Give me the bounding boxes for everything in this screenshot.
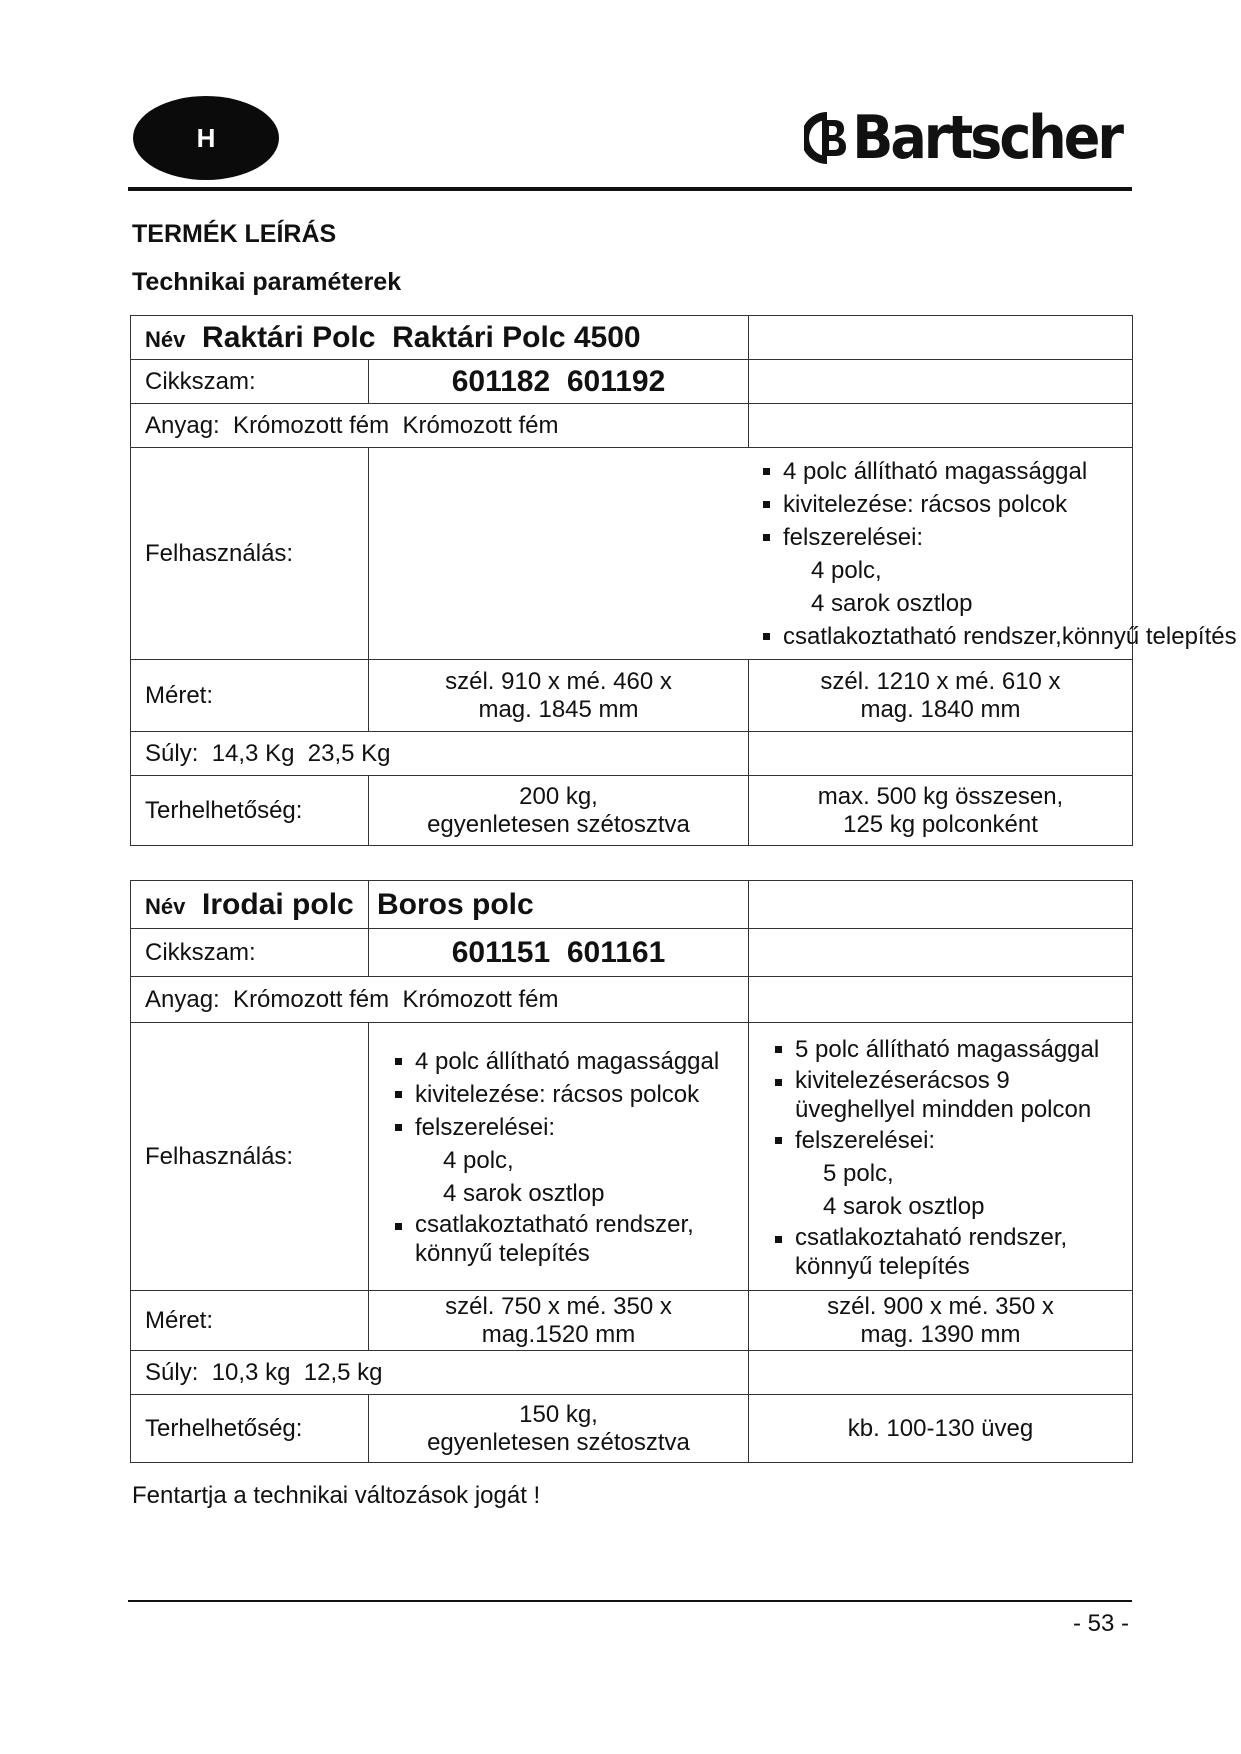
size-label: Méret: (131, 1291, 369, 1351)
list-subitem: 4 sarok osztlop (811, 589, 973, 617)
name-label: Név (145, 326, 186, 352)
material-text: Anyag: Krómozott fém Krómozott fém (145, 985, 559, 1013)
table-row (131, 776, 1133, 846)
list-item: felszerelései: (771, 1124, 1118, 1157)
empty-cell (749, 404, 1133, 448)
load-line: 125 kg polconként (843, 810, 1038, 838)
size-line: mag. 1845 mm (478, 695, 639, 723)
size-line: mag. 1840 mm (860, 695, 1021, 723)
list-item: 4 polc állítható magassággal (391, 1045, 734, 1078)
name-value: Boros polc (377, 887, 534, 921)
section-title: TERMÉK LEÍRÁS (132, 220, 337, 248)
size-value-b (749, 660, 1133, 732)
empty-cell (749, 977, 1133, 1023)
brand-mark-icon (804, 110, 850, 166)
usage-cell-a (369, 1023, 749, 1291)
list-item (391, 1210, 734, 1268)
size-line: mag.1520 mm (481, 1320, 636, 1348)
list-subitem: 4 sarok osztlop (443, 1180, 605, 1207)
empty-cell (749, 360, 1133, 404)
load-label: Terhelhetőség: (131, 1395, 369, 1463)
code-label: Cikkszam: (131, 360, 369, 404)
list-line: könnyű telepítés (415, 1240, 590, 1267)
list-item: 4 polc állítható magassággal (759, 455, 1118, 488)
empty-cell (749, 1351, 1133, 1395)
weight-text: Súly: 10,3 kg 12,5 kg (145, 1358, 383, 1386)
table-row (131, 1351, 1133, 1395)
name-value: Irodai polc (202, 887, 354, 921)
size-label: Méret: (131, 660, 369, 732)
weight-cell (131, 732, 749, 776)
list-line: kivitelezéserácsos 9 (795, 1066, 1010, 1094)
list-item (771, 1066, 1118, 1124)
language-badge (133, 96, 279, 180)
weight-text: Súly: 14,3 Kg 23,5 Kg (145, 739, 391, 767)
size-line: szél. 1210 x mé. 610 x (820, 667, 1061, 695)
load-line: egyenletesen szétosztva (427, 1428, 690, 1456)
table-row (131, 929, 1133, 977)
table-row (131, 977, 1133, 1023)
name-label: Név (145, 893, 186, 919)
footer-rule (128, 1600, 1132, 1602)
usage-cell (369, 448, 1237, 660)
code-value: 601182 601192 (369, 360, 749, 404)
table-row (131, 360, 1133, 404)
material-cell (131, 404, 749, 448)
subtitle: Technikai paraméterek (132, 268, 402, 296)
table-row (131, 1395, 1133, 1463)
material-text: Anyag: Krómozott fém Krómozott fém (145, 411, 559, 439)
code-value: 601151 601161 (369, 929, 749, 977)
load-value-b: kb. 100-130 üveg (749, 1395, 1133, 1463)
weight-cell (131, 1351, 749, 1395)
table-row (131, 448, 1133, 660)
usage-cell-b (749, 1023, 1133, 1291)
page-number: - 53 - (1072, 1610, 1129, 1637)
load-label: Terhelhetőség: (131, 776, 369, 846)
usage-list (759, 455, 1237, 653)
spec-table-1 (130, 315, 1237, 846)
code-label: Cikkszam: (131, 929, 369, 977)
table-row (131, 1291, 1133, 1351)
list-subitem: 4 polc, (811, 556, 882, 584)
load-line: 150 kg, (519, 1400, 598, 1428)
material-cell (131, 977, 749, 1023)
header-rule (128, 187, 1132, 191)
empty-cell (749, 316, 1133, 360)
size-line: mag. 1390 mm (860, 1320, 1021, 1348)
language-code: H (196, 122, 216, 153)
empty-cell (749, 732, 1133, 776)
load-line: 200 kg, (519, 782, 598, 810)
empty-cell (749, 929, 1133, 977)
table-row (131, 881, 1133, 929)
size-line: szél. 910 x mé. 460 x (445, 667, 672, 695)
list-subitem: 5 polc, (823, 1159, 894, 1187)
usage-list (771, 1033, 1118, 1281)
load-line: egyenletesen szétosztva (427, 810, 690, 838)
table-row (131, 316, 1133, 360)
usage-list (391, 1045, 734, 1268)
table-row (131, 404, 1133, 448)
list-item: 5 polc állítható magassággal (771, 1033, 1118, 1066)
spec-table-2 (130, 880, 1133, 1463)
table-row (131, 660, 1133, 732)
list-item: kivitelezése: rácsos polcok (759, 488, 1118, 521)
load-value-b (749, 776, 1133, 846)
usage-label: Felhasználás: (131, 448, 369, 660)
empty-cell (749, 881, 1133, 929)
brand-logo (804, 103, 1121, 173)
list-line: könnyű telepítés (795, 1252, 970, 1280)
list-line: csatlakoztatható rendszer, (415, 1211, 694, 1238)
list-line: üveghellyel mindden polcon (795, 1095, 1092, 1123)
size-value-b (749, 1291, 1133, 1351)
brand-name: Bartscher (852, 103, 1121, 173)
size-line: szél. 750 x mé. 350 x (445, 1292, 672, 1320)
size-value-a (369, 1291, 749, 1351)
list-item: kivitelezése: rácsos polcok (391, 1078, 734, 1111)
load-line: max. 500 kg összesen, (817, 782, 1064, 810)
name-cell (131, 316, 749, 360)
name-cell (131, 881, 369, 929)
name-cell (369, 881, 749, 929)
footnote: Fentartja a technikai változások jogát ! (132, 1482, 541, 1509)
list-item: felszerelései: (759, 521, 1118, 554)
name-value: Raktári Polc Raktári Polc 4500 (202, 320, 641, 354)
list-subitem: 4 sarok osztlop (823, 1192, 985, 1220)
list-line: csatlakoztaható rendszer, (795, 1223, 1068, 1251)
list-subitem: 4 polc, (443, 1147, 514, 1174)
table-row (131, 732, 1133, 776)
load-value-a (369, 1395, 749, 1463)
usage-label: Felhasználás: (131, 1023, 369, 1291)
load-value-a (369, 776, 749, 846)
size-line: szél. 900 x mé. 350 x (827, 1292, 1054, 1320)
list-item: csatlakoztatható rendszer,könnyű telepítés (759, 620, 1118, 653)
table-row (131, 1023, 1133, 1291)
list-item (771, 1223, 1118, 1281)
size-value-a (369, 660, 749, 732)
list-item: felszerelései: (391, 1111, 734, 1144)
